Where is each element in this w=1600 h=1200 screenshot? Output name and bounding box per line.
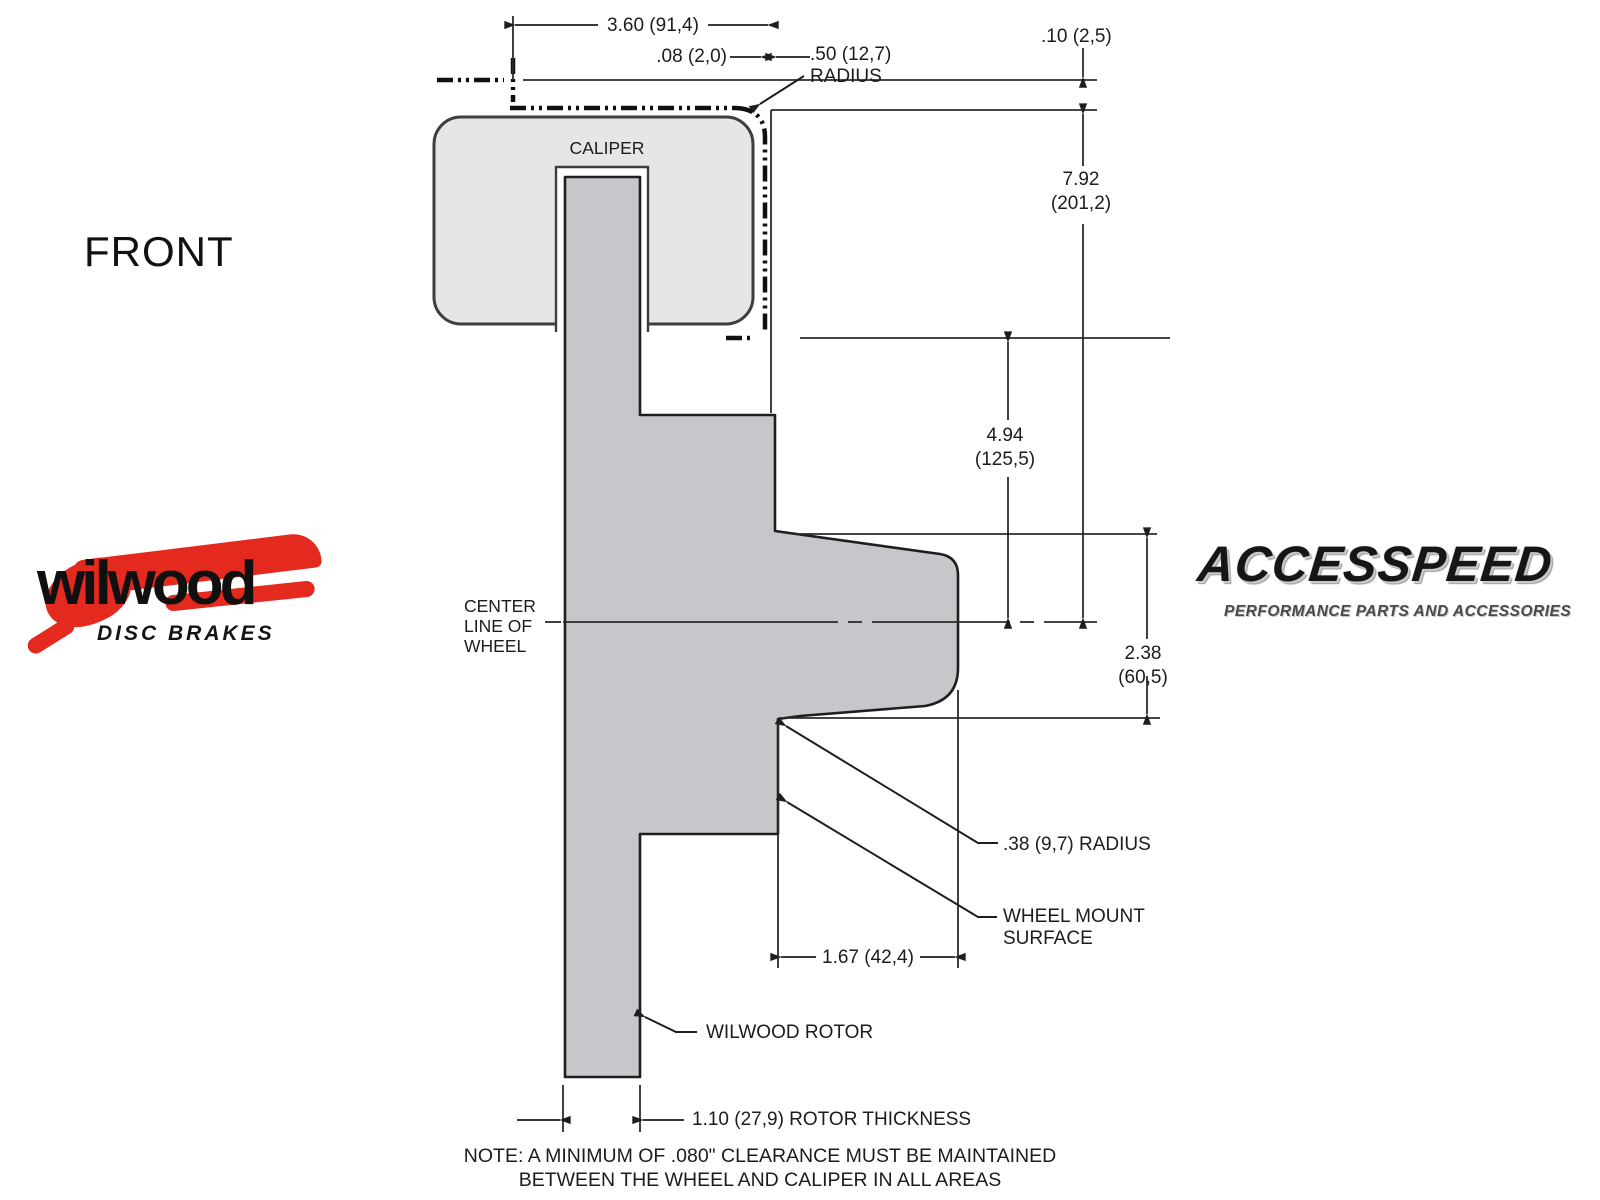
accesspeed-wordmark: ACCESSPEED [1195,536,1556,592]
dim-7-92-mm: (201,2) [1050,193,1112,214]
wheel-mount-surface-label-1: WHEEL MOUNT [1003,906,1145,927]
front-view-title: FRONT [84,228,234,275]
dim-0-08: .08 (2,0) [656,46,727,67]
wilwood-red-tail [25,615,78,656]
dim-0-50-radius-word: RADIUS [810,66,882,87]
dim-1-10-rotor-thickness: 1.10 (27,9) ROTOR THICKNESS [692,1109,972,1130]
dim-1-67: 1.67 (42,4) [822,947,914,968]
wilwood-rotor-label: WILWOOD ROTOR [706,1022,874,1043]
accesspeed-tagline: PERFORMANCE PARTS AND ACCESSORIES [1224,603,1572,620]
dim-4-94-mm: (125,5) [974,449,1036,470]
accesspeed-logo [1192,533,1600,643]
wilwood-wordmark: wilwood [37,549,254,618]
wheel-mount-surface-label-2: SURFACE [1003,928,1093,949]
dim-0-50-radius-value: .50 (12,7) [810,44,892,65]
wilwood-logo [15,540,325,668]
wilwood-disc-brakes-text: DISC BRAKES [97,622,275,645]
dim-2-38-in: 2.38 [1124,643,1162,664]
dim-4-94-in: 4.94 [986,425,1024,446]
dim-7-92-in: 7.92 [1062,169,1100,190]
centerline-label-2: LINE OF [464,616,533,636]
clearance-note-line-1: NOTE: A MINIMUM OF .080" CLEARANCE MUST BE MAINTAINED [463,1145,1057,1167]
caliper-label: CALIPER [569,138,645,158]
dim-0-10: .10 (2,5) [1041,26,1112,47]
centerline-label-3: WHEEL [464,636,527,656]
clearance-note-line-2: BETWEEN THE WHEEL AND CALIPER IN ALL AREAS [518,1169,1002,1191]
dim-2-38-mm: (60,5) [1118,667,1168,688]
dim-3-60: 3.60 (91,4) [607,15,699,36]
dim-0-38-radius: .38 (9,7) RADIUS [1003,834,1151,855]
rotor-hat-shape [565,177,958,1077]
centerline-label-1: CENTER [464,596,536,616]
